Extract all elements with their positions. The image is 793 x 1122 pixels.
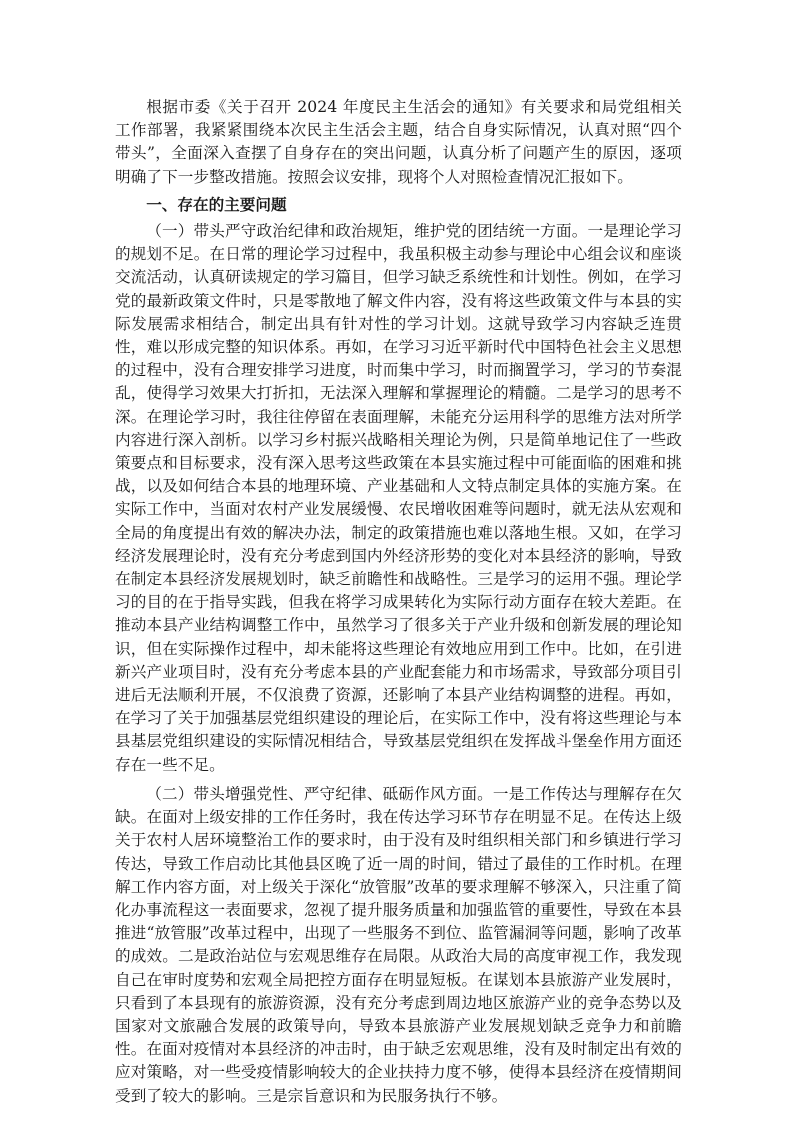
document-page [115,96,682,1108]
body-paragraph-1: （一）带头严守政治纪律和政治规矩，维护党的团结统一方面。一是理论学习的规划不足。在日常的理论学习过程中，我虽积极主动参与理论中心组会议和座谈交流活动，认真研读规定的学习篇目，但学习缺乏系统性和计划性。例如，在学习党的最新政策文件时，只是零散地了解文件内容，没有将这些政策文件与本县的实际发展需求相结合，制定出具有针对性的学习计划。这就导致学习内容缺乏连贯性，难以形成完整的知识体系。再如，在学习习近平新时代中国特色社会主义思想的过程中，没有合理安排学习进度，时而集中学习，时而搁置学习，学习的节奏混乱，使得学习效果大打折扣，无法深入理解和掌握理论的精髓。二是学习的思考不深。在理论学习时，我往往停留在表面理解，未能充分运用科学的思维方法对所学内容进行深入剖析。以学习乡村振兴战略相关理论为例，只是简单地记住了一些政策要点和目标要求，没有深入思考这些政策在本县实施过程中可能面临的困难和挑战，以及如何结合本县的地理环境、产业基础和人文特点制定具体的实施方案。在实际工作中，当面对农村产业发展缓慢、农民增收困难等问题时，就无法从宏观和全局的角度提出有效的解决办法，制定的政策措施也难以落地生根。又如，在学习经济发展理论时，没有充分考虑到国内外经济形势的变化对本县经济的影响，导致在制定本县经济发展规划时，缺乏前瞻性和战略性。三是学习的运用不强。理论学习的目的在于指导实践，但我在将学习成果转化为实际行动方面存在较大差距。在推动本县产业结构调整工作中，虽然学习了很多关于产业升级和创新发展的理论知识，但在实际操作过程中，却未能将这些理论有效地应用到工作中。比如，在引进新兴产业项目时，没有充分考虑本县的产业配套能力和市场需求，导致部分项目引进后无法顺利开展，不仅浪费了资源，还影响了本县产业结构调整的进程。再如，在学习了关于加强基层党组织建设的理论后，在实际工作中，没有将这些理论与本县基层党组织建设的实际情况相结合，导致基层党组织在发挥战斗堡垒作用方面还存在一些不足。 [115,222,682,774]
intro-paragraph: 根据市委《关于召开 2024 年度民主生活会的通知》有关要求和局党组相关工作部署，我紧紧围绕本次民主生活会主题，结合自身实际情况，认真对照“四个带头”，全面深入查摆了自身存在的突出问题，认真分析了问题产生的原因，逐项明确了下一步整改措施。按照会议安排，现将个人对照检查情况汇报如下。 [115,98,682,186]
section-heading: 一、存在的主要问题 [146,194,287,214]
body-paragraph-2: （二）带头增强党性、严守纪律、砥砺作风方面。一是工作传达与理解存在欠缺。在面对上级安排的工作任务时，我在传达学习环节存在明显不足。在传达上级关于农村人居环境整治工作的要求时，由于没有及时组织相关部门和乡镇进行学习传达，导致工作启动比其他县区晚了近一周的时间，错过了最佳的工作时机。在理解工作内容方面，对上级关于深化“放管服”改革的要求理解不够深入，只注重了简化办事流程这一表面要求，忽视了提升服务质量和加强监管的重要性，导致在本县推进“放管服”改革过程中，出现了一些服务不到位、监管漏洞等问题，影响了改革的成效。二是政治站位与宏观思维存在局限。从政治大局的高度审视工作，我发现自己在审时度势和宏观全局把控方面存在明显短板。在谋划本县旅游产业发展时，只看到了本县现有的旅游资源，没有充分考虑到周边地区旅游产业的竞争态势以及国家对文旅融合发展的政策导向，导致本县旅游产业发展规划缺乏竞争力和前瞻性。在面对疫情对本县经济的冲击时，由于缺乏宏观思维，没有及时制定出有效的应对策略，对一些受疫情影响较大的企业扶持力度不够，使得本县经济在疫情期间受到了较大的影响。三是宗旨意识和为民服务执行不够。 [115,784,682,1105]
